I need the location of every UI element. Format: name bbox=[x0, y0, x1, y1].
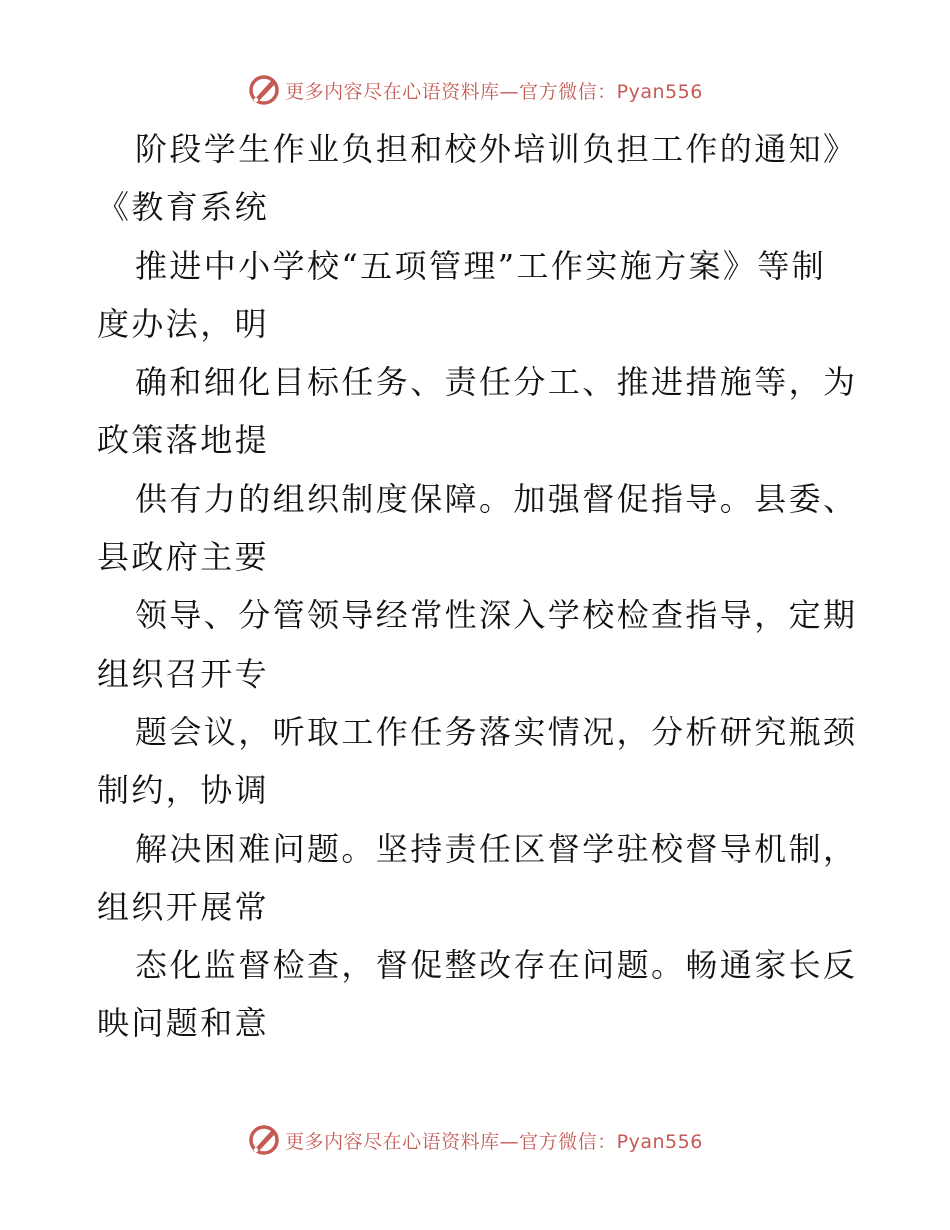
pen-logo-icon bbox=[247, 73, 281, 107]
body-line: 映问题和意 bbox=[97, 1004, 270, 1043]
header-watermark bbox=[0, 70, 950, 110]
body-line: 态化监督检查，督促整改存在问题。畅通家长反 bbox=[135, 946, 858, 985]
body-line: 县政府主要 bbox=[97, 538, 270, 577]
footer-watermark bbox=[0, 1120, 950, 1160]
body-line: 政策落地提 bbox=[97, 421, 270, 460]
pen-logo-icon bbox=[247, 1123, 281, 1157]
watermark-text: 更多内容尽在心语资料库—官方微信：Pyan556 bbox=[285, 1130, 703, 1153]
body-line: 组织召开专 bbox=[97, 654, 270, 693]
watermark-text: 更多内容尽在心语资料库—官方微信：Pyan556 bbox=[285, 80, 703, 103]
body-line: 推进中小学校“五项管理”工作实施方案》等制 bbox=[135, 246, 827, 285]
body-line: 领导、分管领导经常性深入学校检查指导，定期 bbox=[135, 596, 858, 635]
body-line: 制约，协调 bbox=[97, 771, 270, 810]
body-line: 供有力的组织制度保障。加强督促指导。县委、 bbox=[135, 479, 858, 518]
body-line: 题会议，听取工作任务落实情况，分析研究瓶颈 bbox=[135, 712, 858, 751]
body-line: 《教育系统 bbox=[97, 188, 270, 227]
body-line: 度办法，明 bbox=[97, 304, 270, 343]
body-line: 阶段学生作业负担和校外培训负担工作的通知》 bbox=[135, 130, 858, 168]
body-line: 组织开展常 bbox=[97, 887, 270, 926]
body-line: 确和细化目标任务、责任分工、推进措施等，为 bbox=[135, 363, 858, 402]
body-line: 解决困难问题。坚持责任区督学驻校督导机制， bbox=[135, 829, 858, 868]
document-body bbox=[97, 120, 857, 1053]
